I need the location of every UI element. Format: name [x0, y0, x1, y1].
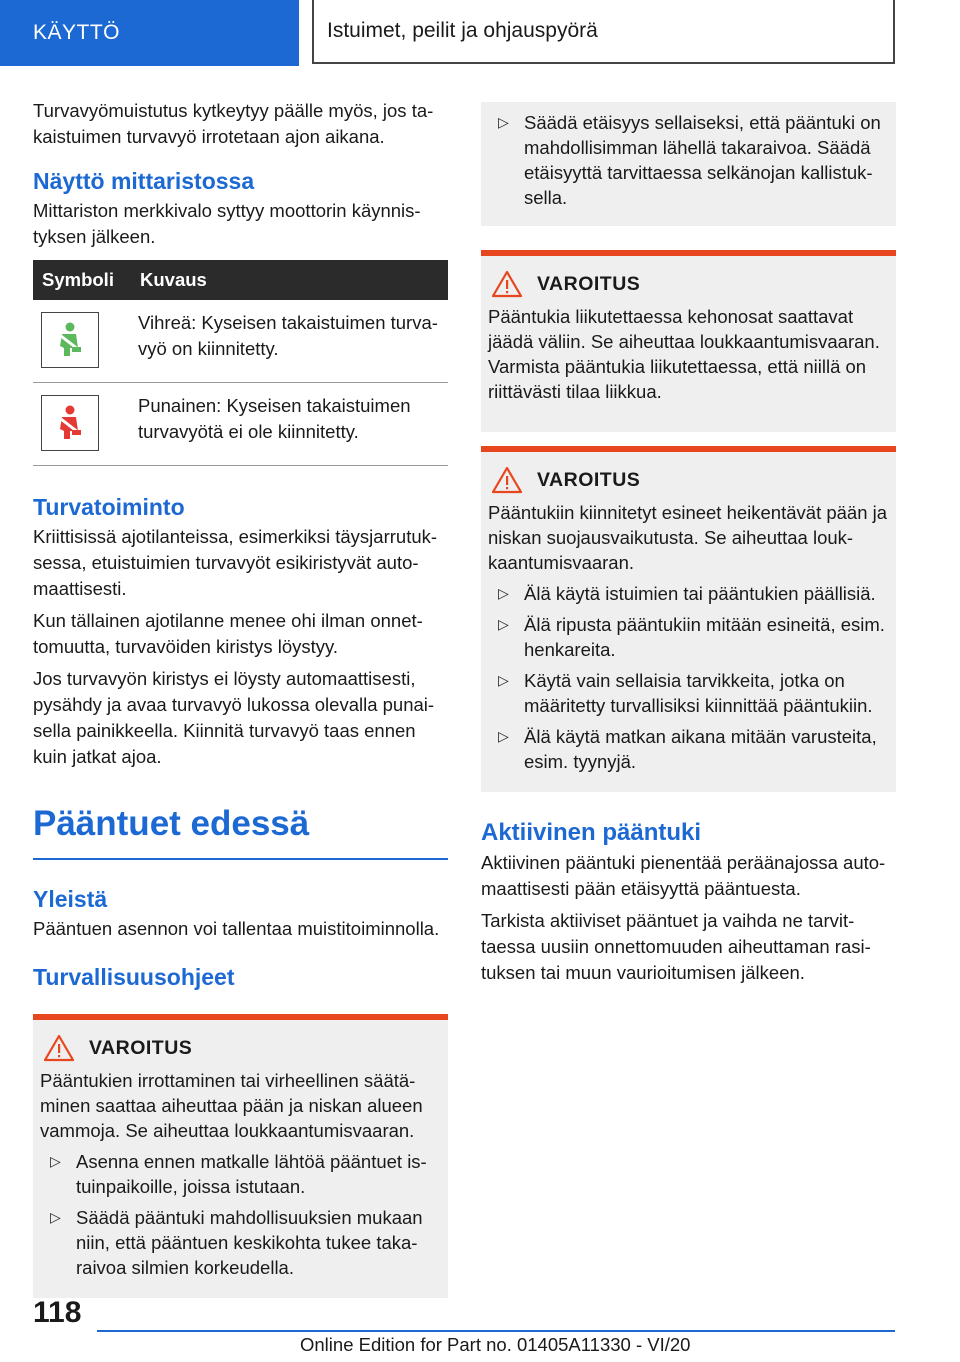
- warning-text: Pääntukia liikutettaessa kehonosat saattavat jäädä väliin. Se aiheuttaa loukkaantumisvaaran. Varmista pääntukia liikutettaessa, että niillä on riittävästi tilaa liikkua.: [488, 306, 880, 402]
- triangle-bullet-icon: ▷: [498, 672, 509, 688]
- symbol-table: [33, 260, 448, 466]
- description-cell: Vihreä: Kyseisen takaistuimen turva-vyö on kiinnitetty.: [131, 300, 448, 383]
- warning-box: [481, 250, 896, 432]
- list-item: ▷ Asenna ennen matkalle lähtöä pääntuet is-tuinpaikoille, joissa istutaan.: [50, 1151, 427, 1197]
- right-column: [481, 102, 896, 992]
- display-text: Mittariston merkkivalo syttyy moottorin käynnis-tyksen jälkeen.: [33, 200, 421, 247]
- page-number: 118: [33, 1296, 82, 1329]
- table-header-row: [33, 260, 448, 300]
- warning-title: VAROITUS: [537, 468, 641, 491]
- warning-list: [40, 1149, 440, 1280]
- safety-paragraph: Kriittisissä ajotilanteissa, esimerkiksi täysjarrutuk-sessa, etuistuimien turvavyöt esikiristyvät auto-maattisesti.: [33, 526, 438, 599]
- active-paragraph: Aktiivinen pääntuki pienentää peräänajossa auto-maattisesti pään etäisyyttä pääntuesta.: [481, 852, 886, 899]
- symbol-cell: [33, 300, 131, 383]
- general-text: Pääntuen asennon voi tallentaa muistitoiminnolla.: [33, 918, 440, 939]
- table-row: [33, 383, 448, 466]
- safety-notes-heading: Turvallisuusohjeet: [33, 964, 235, 990]
- list-item: ▷ Älä ripusta pääntukiin mitään esineitä, esim. henkareita.: [498, 614, 885, 660]
- warning-list: [488, 581, 888, 774]
- intro-paragraph: Turvavyömuistutus kytkeytyy päälle myös, jos ta-kaistuimen turvavyö irrotetaan ajon aikana.: [33, 100, 434, 147]
- warning-text: Pääntukien irrottaminen tai virheellinen säätä-minen saattaa aiheuttaa pään ja niskan alueen vammoja. Se aiheuttaa loukkaantumisvaaran.: [40, 1070, 423, 1141]
- list-item: ▷ Älä käytä matkan aikana mitään varusteita, esim. tyynyjä.: [498, 726, 877, 772]
- page-header: [0, 0, 960, 66]
- triangle-bullet-icon: ▷: [50, 1153, 61, 1169]
- warning-triangle-icon: [43, 1034, 75, 1062]
- continued-list: [488, 110, 888, 210]
- triangle-bullet-icon: ▷: [498, 728, 509, 744]
- safety-paragraph: Jos turvavyön kiristys ei löysty automaattisesti, pysähdy ja avaa turvavyö lukossa olevalla punai-sella painikkeella. Kiinnitä turvavyö taas ennen kuin jatkat ajoa.: [33, 668, 435, 767]
- continued-box: [481, 102, 896, 226]
- heading-divider: [33, 858, 448, 860]
- list-item: ▷ Säädä etäisyys sellaiseksi, että pääntuki on mahdollisimman lähellä takaraivoa. Säädä etäisyyttä tarvittaessa selkänojan kallistuk-sella.: [498, 112, 881, 208]
- table-header-symbol: Symboli: [33, 260, 131, 300]
- headrests-heading: Pääntuet edessä: [33, 804, 310, 843]
- warning-box: [33, 1014, 448, 1298]
- left-column: [33, 98, 448, 1298]
- footer-edition: Online Edition for Part no. 01405A11330 - VI/20: [300, 1334, 691, 1355]
- seatbelt-green-icon: [41, 312, 99, 368]
- section-tab: KÄYTTÖ: [0, 0, 299, 66]
- list-item: ▷ Säädä pääntuki mahdollisuuksien mukaan niin, että pääntuen keskikohta tukee taka-raivoa silmien korkeudella.: [50, 1207, 423, 1278]
- table-row: [33, 300, 448, 383]
- display-heading: Näyttö mittaristossa: [33, 168, 255, 194]
- general-heading: Yleistä: [33, 886, 108, 912]
- triangle-bullet-icon: ▷: [50, 1209, 61, 1225]
- chapter-title: Istuimet, peilit ja ohjauspyörä: [312, 0, 895, 64]
- warning-title: VAROITUS: [537, 272, 641, 295]
- warning-triangle-icon: [491, 466, 523, 494]
- safety-function-heading: Turvatoiminto: [33, 494, 185, 520]
- footer-divider: [97, 1330, 895, 1332]
- seatbelt-red-icon: [41, 395, 99, 451]
- active-paragraph: Tarkista aktiiviset pääntuet ja vaihda ne tarvit-taessa uusiin onnettomuuden aiheuttaman rasi-tuksen tai muun vaurioitumisen jälkeen.: [481, 910, 871, 983]
- safety-paragraph: Kun tällainen ajotilanne menee ohi ilman onnet-tomuutta, turvavöiden kiristys löystyy.: [33, 610, 423, 657]
- active-headrest-heading: Aktiivinen pääntuki: [481, 819, 702, 846]
- list-item: ▷ Käytä vain sellaisia tarvikkeita, jotka on määritetty turvallisiksi kiinnittää pääntukiin.: [498, 670, 873, 716]
- triangle-bullet-icon: ▷: [498, 114, 509, 130]
- warning-triangle-icon: [491, 270, 523, 298]
- warning-box: [481, 446, 896, 792]
- list-item: ▷ Älä käytä istuimien tai pääntukien päällisiä.: [498, 583, 876, 604]
- triangle-bullet-icon: ▷: [498, 616, 509, 632]
- description-cell: Punainen: Kyseisen takaistuimen turvavyötä ei ole kiinnitetty.: [131, 383, 448, 466]
- symbol-cell: [33, 383, 131, 466]
- table-header-description: Kuvaus: [131, 260, 448, 300]
- warning-title: VAROITUS: [89, 1036, 193, 1059]
- warning-text: Pääntukiin kiinnitetyt esineet heikentävät pään ja niskan suojausvaikutusta. Se aiheuttaa louk-kaantumisvaaran.: [488, 502, 888, 573]
- triangle-bullet-icon: ▷: [498, 585, 509, 601]
